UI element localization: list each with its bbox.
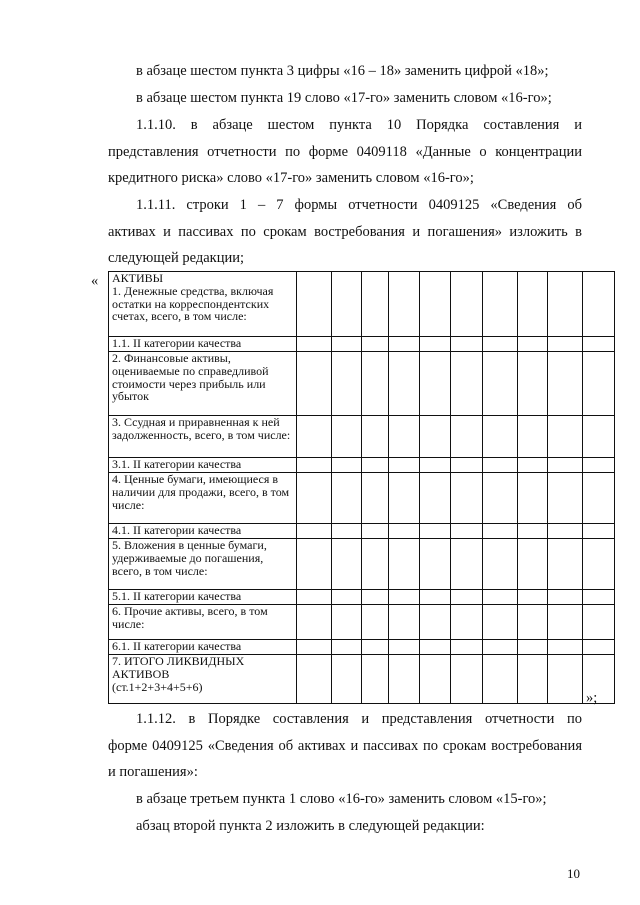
empty-cell <box>548 590 583 605</box>
empty-cell <box>451 473 483 524</box>
empty-cell <box>548 640 583 655</box>
paragraph-7: абзац второй пункта 2 изложить в следующей редакции: <box>136 818 485 834</box>
empty-cell <box>389 352 420 416</box>
empty-cell <box>583 416 615 458</box>
empty-cell <box>451 524 483 539</box>
empty-cell <box>389 539 420 590</box>
table-row <box>109 605 615 640</box>
empty-cell <box>483 605 518 640</box>
empty-cell <box>451 458 483 473</box>
empty-cell <box>297 416 332 458</box>
empty-cell <box>389 640 420 655</box>
table-row <box>109 272 615 337</box>
empty-cell <box>362 458 389 473</box>
empty-cell <box>548 524 583 539</box>
empty-cell <box>389 458 420 473</box>
empty-cell <box>518 590 548 605</box>
open-quote: « <box>91 273 99 289</box>
empty-cell <box>518 458 548 473</box>
empty-cell <box>420 272 451 337</box>
empty-cell <box>389 590 420 605</box>
table-row <box>109 590 615 605</box>
page-number: 10 <box>567 866 580 881</box>
empty-cell <box>297 539 332 590</box>
table-row <box>109 640 615 655</box>
table-row <box>109 539 615 590</box>
empty-cell <box>420 655 451 704</box>
empty-cell <box>483 458 518 473</box>
empty-cell <box>483 539 518 590</box>
empty-cell <box>483 416 518 458</box>
empty-cell <box>362 272 389 337</box>
empty-cell <box>548 605 583 640</box>
empty-cell <box>548 416 583 458</box>
empty-cell <box>548 337 583 352</box>
close-quote: »; <box>586 690 598 706</box>
empty-cell <box>483 352 518 416</box>
paragraph-4-line-1: 1.1.11. строки 1 – 7 формы отчетности 0409125 «Сведения об <box>136 197 582 213</box>
empty-cell <box>389 524 420 539</box>
empty-cell <box>451 539 483 590</box>
row-label: 5. Вложения в ценные бумаги, удерживаемые до погашения, всего, в том числе: <box>109 539 297 590</box>
table-row <box>109 524 615 539</box>
empty-cell <box>332 655 362 704</box>
empty-cell <box>297 473 332 524</box>
empty-cell <box>297 272 332 337</box>
empty-cell <box>332 458 362 473</box>
empty-cell <box>518 337 548 352</box>
empty-cell <box>362 337 389 352</box>
row-label: 5.1. II категории качества <box>109 590 297 605</box>
empty-cell <box>332 272 362 337</box>
table-row <box>109 655 615 704</box>
empty-cell <box>451 352 483 416</box>
empty-cell <box>420 640 451 655</box>
empty-cell <box>362 655 389 704</box>
empty-cell <box>389 605 420 640</box>
paragraph-4-line-3: следующей редакции; <box>108 250 245 266</box>
table-row <box>109 416 615 458</box>
empty-cell <box>297 337 332 352</box>
table-row <box>109 352 615 416</box>
paragraph-1: в абзаце шестом пункта 3 цифры «16 – 18» заменить цифрой «18»; <box>136 63 549 79</box>
empty-cell <box>548 473 583 524</box>
row-label: 4.1. II категории качества <box>109 524 297 539</box>
empty-cell <box>583 352 615 416</box>
empty-cell <box>297 640 332 655</box>
empty-cell <box>451 590 483 605</box>
row-label: 1.1. II категории качества <box>109 337 297 352</box>
empty-cell <box>420 458 451 473</box>
empty-cell <box>518 416 548 458</box>
paragraph-5-line-2: форме 0409125 «Сведения об активах и пассивах по срокам востребования <box>108 738 582 754</box>
empty-cell <box>297 458 332 473</box>
empty-cell <box>420 337 451 352</box>
empty-cell <box>362 416 389 458</box>
empty-cell <box>362 352 389 416</box>
table-row <box>109 458 615 473</box>
empty-cell <box>362 590 389 605</box>
table-row <box>109 337 615 352</box>
empty-cell <box>332 352 362 416</box>
empty-cell <box>583 539 615 590</box>
empty-cell <box>518 524 548 539</box>
empty-cell <box>483 272 518 337</box>
empty-cell <box>389 337 420 352</box>
empty-cell <box>483 640 518 655</box>
empty-cell <box>451 337 483 352</box>
empty-cell <box>583 458 615 473</box>
empty-cell <box>362 605 389 640</box>
empty-cell <box>583 524 615 539</box>
empty-cell <box>332 473 362 524</box>
empty-cell <box>332 416 362 458</box>
empty-cell <box>583 337 615 352</box>
paragraph-2: в абзаце шестом пункта 19 слово «17-го» заменить словом «16-го»; <box>136 90 552 106</box>
paragraph-3-line-3: кредитного риска» слово «17-го» заменить словом «16-го»; <box>108 170 474 186</box>
row-label: 2. Финансовые активы, оцениваемые по справедливой стоимости через прибыль или убыток <box>109 352 297 416</box>
empty-cell <box>389 272 420 337</box>
empty-cell <box>297 655 332 704</box>
empty-cell <box>548 352 583 416</box>
empty-cell <box>518 473 548 524</box>
empty-cell <box>483 655 518 704</box>
empty-cell <box>420 416 451 458</box>
empty-cell <box>297 590 332 605</box>
empty-cell <box>583 605 615 640</box>
row-label: 7. ИТОГО ЛИКВИДНЫХ АКТИВОВ (ст.1+2+3+4+5+6) <box>109 655 297 704</box>
empty-cell <box>483 337 518 352</box>
empty-cell <box>583 640 615 655</box>
empty-cell <box>583 473 615 524</box>
empty-cell <box>389 473 420 524</box>
row-label: 6.1. II категории качества <box>109 640 297 655</box>
empty-cell <box>583 590 615 605</box>
empty-cell <box>518 272 548 337</box>
empty-cell <box>518 640 548 655</box>
empty-cell <box>297 352 332 416</box>
empty-cell <box>518 605 548 640</box>
empty-cell <box>297 524 332 539</box>
row-label: 3.1. II категории качества <box>109 458 297 473</box>
row-label: 4. Ценные бумаги, имеющиеся в наличии для продажи, всего, в том числе: <box>109 473 297 524</box>
empty-cell <box>548 539 583 590</box>
empty-cell <box>548 655 583 704</box>
empty-cell <box>420 590 451 605</box>
empty-cell <box>518 352 548 416</box>
row-label: 3. Ссудная и приравненная к ней задолженность, всего, в том числе: <box>109 416 297 458</box>
empty-cell <box>483 590 518 605</box>
empty-cell <box>451 272 483 337</box>
empty-cell <box>332 590 362 605</box>
paragraph-3-line-1: 1.1.10. в абзаце шестом пункта 10 Порядка составления и <box>136 117 582 133</box>
empty-cell <box>297 605 332 640</box>
empty-cell <box>518 655 548 704</box>
empty-cell <box>451 416 483 458</box>
empty-cell <box>362 524 389 539</box>
empty-cell <box>362 640 389 655</box>
empty-cell <box>548 272 583 337</box>
empty-cell <box>518 539 548 590</box>
assets-table <box>108 271 615 704</box>
empty-cell <box>332 524 362 539</box>
paragraph-5-line-1: 1.1.12. в Порядке составления и представления отчетности по <box>136 711 582 727</box>
empty-cell <box>332 337 362 352</box>
empty-cell <box>332 539 362 590</box>
empty-cell <box>332 605 362 640</box>
empty-cell <box>548 458 583 473</box>
paragraph-6: в абзаце третьем пункта 1 слово «16-го» заменить словом «15-го»; <box>136 791 547 807</box>
row-label: 6. Прочие активы, всего, в том числе: <box>109 605 297 640</box>
paragraph-3-line-2: представления отчетности по форме 0409118 «Данные о концентрации <box>108 144 582 160</box>
empty-cell <box>483 524 518 539</box>
empty-cell <box>451 655 483 704</box>
empty-cell <box>451 605 483 640</box>
empty-cell <box>389 416 420 458</box>
empty-cell <box>362 473 389 524</box>
empty-cell <box>420 539 451 590</box>
empty-cell <box>332 640 362 655</box>
empty-cell <box>483 473 518 524</box>
empty-cell <box>389 655 420 704</box>
paragraph-5-line-3: и погашения»: <box>108 764 198 780</box>
empty-cell <box>420 524 451 539</box>
table-row <box>109 473 615 524</box>
empty-cell <box>420 352 451 416</box>
empty-cell <box>420 605 451 640</box>
paragraph-4-line-2: активах и пассивах по срокам востребования и погашения» изложить в <box>108 224 582 240</box>
empty-cell <box>362 539 389 590</box>
row-label: АКТИВЫ 1. Денежные средства, включая остатки на корреспондентских счетах, всего, в том числе: <box>109 272 297 337</box>
empty-cell <box>420 473 451 524</box>
empty-cell <box>583 272 615 337</box>
empty-cell <box>451 640 483 655</box>
